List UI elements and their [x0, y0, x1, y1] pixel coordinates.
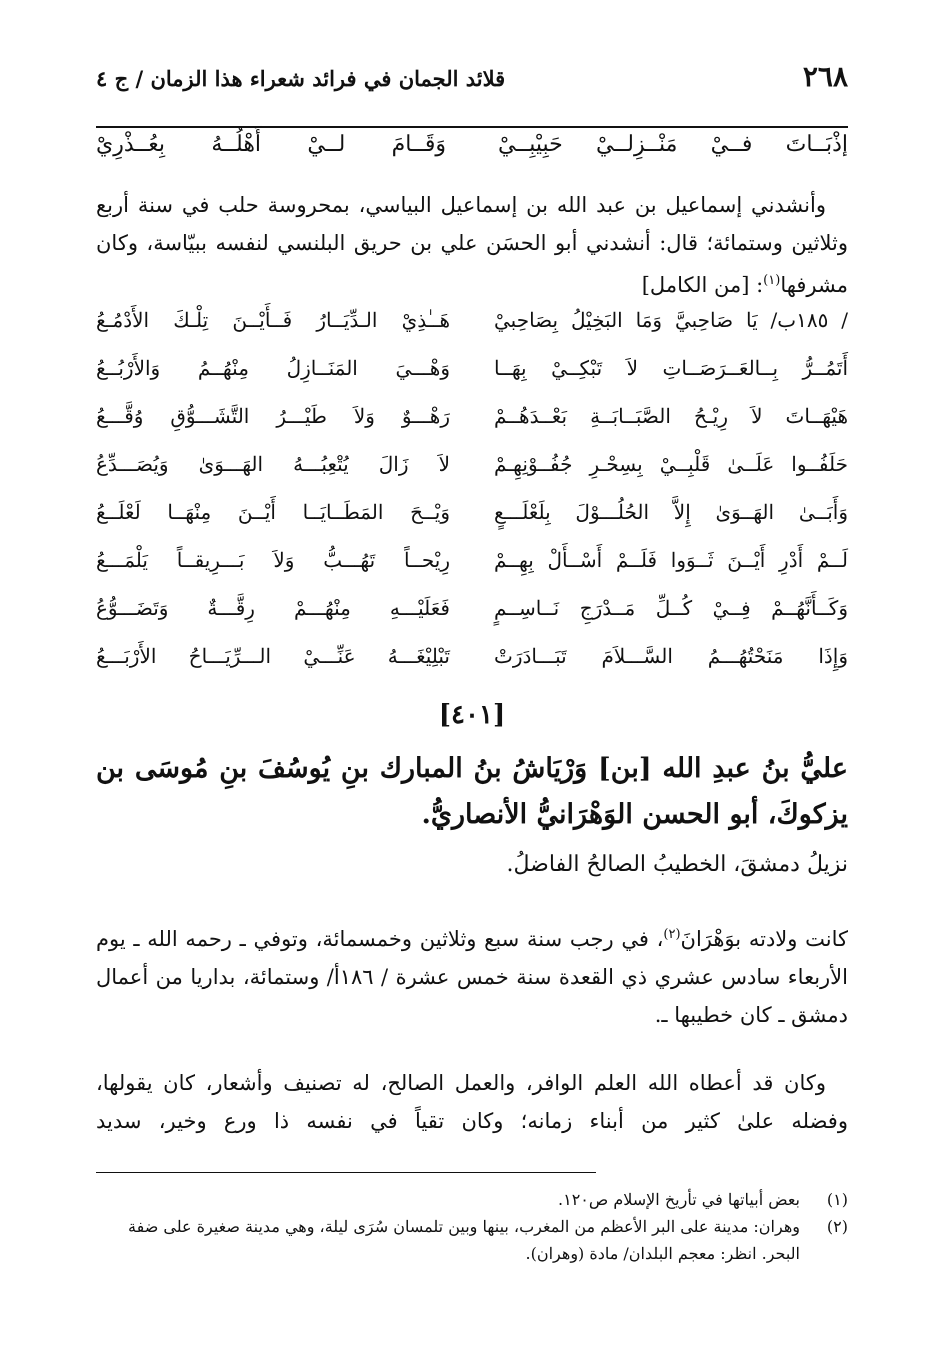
verse-second-hemistich: فَعَلَيْـــهِ مِنْهُـــمْ رِقَّـــةٌ وَتَضَـــوُّعُ: [96, 596, 450, 620]
footnote-text: بعض أبياتها في تأريخ الإسلام ص١٢٠.: [558, 1190, 800, 1209]
verse-second-hemistich: رِيْحــاً تَهُـــبُّ وَلاَ بَـــرِيقــاً يَلْمَـــعُ: [96, 548, 450, 572]
footnote-2: [96, 1213, 848, 1267]
poem-verse: [96, 644, 848, 692]
intro-line: وأنشدني إسماعيل بن عبد الله بن إسماعيل البياسي، بمحروسة حلب في سنة أربع: [96, 193, 826, 217]
footnote-1: [96, 1186, 848, 1213]
folio-marker: / ١٨٥ب/: [770, 308, 848, 332]
page-header: [96, 60, 848, 100]
entry-number: [٤٠١]: [438, 700, 506, 730]
intro-line: وثلاثين وستمائة؛ قال: أنشدني أبو الحسَن علي بن حريق البلنسي لنفسه ببيّاسة، وكان: [96, 231, 848, 255]
running-title: قلائد الجمان في فرائد شعراء هذا الزمان / ج ٤: [96, 66, 506, 91]
verse-first-hemistich: حَلَفُــوا عَلَــىٰ قَلْبِــيْ بِسِحْـرِ جُفُــوْنِهِـمْ: [494, 452, 848, 476]
verse-first-hemistich: / ١٨٥ب/ يَا صَاحِبيَّ وَمَا البَخِيْلُ بِصَاحِبيْ: [494, 308, 848, 332]
verse-first-hemistich: وَأَبَــىٰ الهَــوَىٰ إِلاَّ الحُلُـــوْلَ بِلَعْلَـــعٍ: [494, 500, 848, 524]
verse-first-hemistich: وَإِذَا مَنَحْتُهُـــمُ السَّـــلاَمَ تَبَـــادَرَتْ: [494, 644, 848, 668]
verse-first-hemistich: وَكَــأَنَّهُــمْ فِــيْ كُــلِّ مَــدْرَجِ نَــاسِــمٍ: [494, 596, 848, 620]
poem-verse: [96, 452, 848, 500]
verse-second-hemistich: وَهْـــيَ المَنَــازِلُ مِنْهُــمُ وَالأَرْبُــعُ: [96, 356, 450, 380]
page-number: ٢٦٨: [802, 60, 848, 93]
biography-paragraph-2: وكان قد أعطاه الله العلم الوافر، والعمل الصالح، له تصنيف وأشعار، كان يقولها، وفضله علىٰ كثير من أبناء زمانه؛ وكان تقياً في نفسه ذا ورع وخير، سديد: [96, 1071, 848, 1133]
opening-couplet: [96, 132, 848, 168]
couplet-second-hemistich: وَقَــامَ لــيْ أَهْلُــهُ بِعُــذْرِيْ: [96, 132, 446, 157]
header-rule: [96, 126, 848, 128]
meter-label: : [من الكامل]: [641, 273, 764, 297]
book-page: [96, 40, 848, 1330]
poem-verse: [96, 356, 848, 404]
poem-verse: [96, 596, 848, 644]
footnote-separator: [96, 1172, 596, 1173]
footnote-ref-1[interactable]: (١): [763, 273, 781, 288]
verse-second-hemistich: تَبْلِيْغَـــهُ عَنِّـــيْ الـــرِّيَـــاحُ الأَرْبَـــعُ: [96, 644, 450, 668]
poem-verse: [96, 548, 848, 596]
verse-second-hemistich: رَهْـــوٌ وَلاَ طَيْـــرُ التَّشَـــوُّقِ وُقَّـــعُ: [96, 404, 450, 428]
verse-first-hemistich: لَــمْ أَدْرِ أَيْــنَ ثَــوَوا فَلَــمْ أَسْــأَلْ بِهِــمْ: [494, 548, 848, 572]
intro-line: مشرفها: [780, 273, 848, 297]
intro-paragraph: [96, 186, 848, 304]
biography-paragraph-1: كانت ولادته بوَهْرَانَ$^{(٢)}$، في رجب سنة سبع وثلاثين وخمسمائة، وتوفي ـ رحمه الله ـ يوم الأربعاء سادس عشري ذي القعدة سنة خمس عشرة / ١٨٦أ/ وستمائة، بداريا من أعمال دمشق ـ كان خطيبها ـ.: [96, 927, 848, 1027]
verse-first-hemistich: هَيْهَــاتَ لاَ رِيْـحُ الصَّبَــابَــةِ بَعْــدَهُــمْ: [494, 404, 848, 428]
entry-subtitle: نزيلُ دمشقَ، الخطيبُ الصالحُ الفاضلُ.: [506, 852, 848, 877]
footnote-mark: (٢): [826, 1217, 848, 1236]
poem-verse: [96, 500, 848, 548]
verse-second-hemistich: لاَ زَالَ يُتْعِبُـــهُ الهَـــوَىٰ وَيُصَـــدِّعُ: [96, 452, 450, 476]
footnote-mark: (١): [826, 1190, 848, 1209]
verse-first-hemistich: أَتَمُــرُّ بِــالعَــرَصَــاتِ لاَ تَبْكِــيْ بِهَــا: [494, 356, 848, 380]
footnote-ref-2[interactable]: (٢): [663, 927, 681, 942]
verse-second-hemistich: وَيْــحَ المَطَــايَــا أَيْــنَ مِنْهَــا لَعْلَــعُ: [96, 500, 450, 524]
verse-second-hemistich: هَــٰذِيْ الـدِّيَــارُ فَــأَيْــنَ تِلْـكَ الأَدْمُـعُ: [96, 308, 450, 332]
footnotes: [96, 1186, 848, 1267]
couplet-first-hemistich: إذْبَــاتَ فــيْ مَنْــزِلــيْ حَبِيْبِــيْ: [498, 132, 848, 157]
poem-verse: [96, 404, 848, 452]
intro-line-last: [96, 262, 848, 304]
entry-heading: عليُّ بنُ عبدِ الله [بن] وَرْيَاشُ بنُ المبارك بنِ يُوسُفَ بنِ مُوسَى بن يزكوكَ، أبو الحسن الوَهْرَانيُّ الأنصاريُّ.: [96, 753, 848, 830]
footnote-text: وهران: مدينة على البر الأعظم من المغرب، بينها وبين تلمسان سُرَى ليلة، وهي مدينة صغيرة على ضفة البحر. انظر: معجم البلدان/ مادة (وهران).: [128, 1217, 800, 1263]
poem-verse: [96, 308, 848, 356]
